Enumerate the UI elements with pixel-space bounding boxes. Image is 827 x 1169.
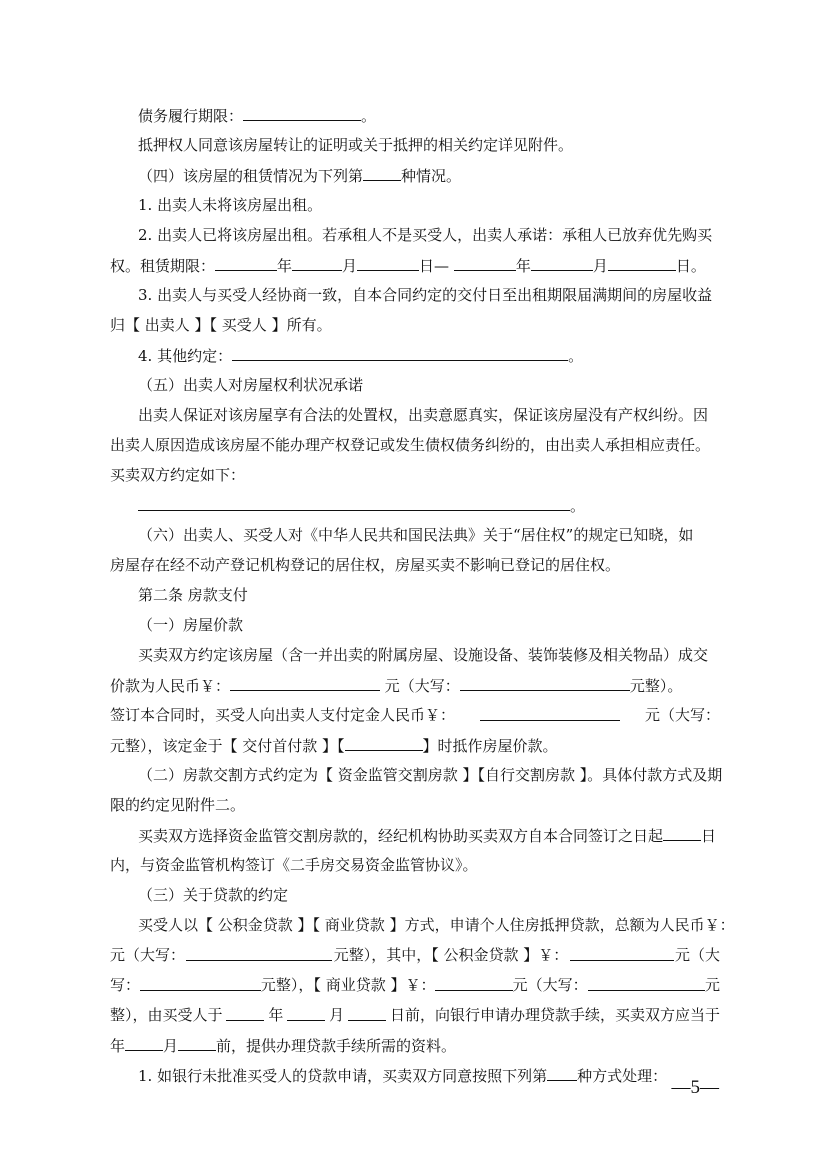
text: 日。 [675, 257, 706, 275]
deposit-line [110, 705, 720, 725]
text: 。 [568, 347, 584, 365]
blank-field [292, 255, 342, 271]
blank-field [435, 975, 512, 991]
text: 元 [704, 976, 720, 994]
loan-doc-line [110, 1035, 720, 1056]
text: 年 [268, 1006, 284, 1024]
paragraph-line: 出卖人保证对该房屋享有合法的处置权，出卖意愿真实，保证该房屋没有产权纠纷。因 [138, 406, 709, 424]
blank-field [215, 255, 277, 271]
paragraph-line: （二）房款交割方式约定为【 资金监管交割房款 】【自行交割房款 】。具体付款方式及期 [138, 766, 723, 784]
text: 权。租赁期限： [110, 257, 216, 275]
paragraph-line: 买卖双方约定如下： [110, 466, 246, 484]
text: 前，提供办理贷款手续所需的资料。 [216, 1037, 457, 1055]
loan-amount-line [110, 945, 720, 965]
text: 买卖双方选择资金监管交割房款的，经纪机构协助买卖双方自本合同签订之日起 [138, 827, 664, 845]
blank-field [531, 255, 593, 271]
deposit-line-cont [110, 735, 720, 756]
text: 年 [515, 257, 531, 275]
blank-field [125, 1035, 163, 1051]
loan-rejection-line [138, 1065, 720, 1086]
blank-field [243, 105, 361, 121]
paragraph-line: 归【 出卖人 】【 买受人 】所有。 [110, 316, 332, 334]
text: 种情况。 [401, 167, 462, 185]
blank-field [345, 735, 423, 751]
text: 月 [592, 257, 608, 275]
section-heading: （三）关于贷款的约定 [138, 886, 289, 904]
blank-field [230, 675, 380, 691]
blank-field [357, 255, 419, 271]
blank-field [348, 1005, 386, 1021]
blank-field [232, 345, 568, 361]
section-heading: （五）出卖人对房屋权利状况承诺 [138, 376, 364, 394]
text: 写： [110, 976, 141, 994]
blank-field [454, 255, 516, 271]
text: 月 [329, 1006, 345, 1024]
blank-field [588, 975, 705, 991]
paragraph-line: 出卖人原因造成该房屋不能办理产权登记或发生债权债务纠纷的，由出卖人承担相应责任。 [110, 436, 711, 454]
text: 元（大 [674, 946, 720, 964]
price-line [110, 675, 720, 696]
text: 元整）。 [629, 677, 683, 695]
text: 。 [361, 107, 377, 125]
text: （四）该房屋的租赁情况为下列第 [138, 167, 364, 185]
text: 日 [701, 827, 717, 845]
loan-date-line [110, 1005, 720, 1025]
agreement-blank-line [138, 495, 720, 516]
page-number: —5— [671, 1077, 719, 1098]
text: 元（大写： [110, 946, 186, 964]
text: 年 [110, 1037, 126, 1055]
blank-field [178, 1035, 216, 1051]
blank-field [460, 675, 630, 691]
text: 日— [419, 257, 450, 275]
text: 日前，向银行申请办理贷款手续，买卖双方应当于 [389, 1006, 720, 1024]
text: 整），由买受人于 [110, 1006, 223, 1024]
text: 月 [163, 1037, 179, 1055]
text: 元整），该定金于【 交付首付款 】【 [110, 737, 345, 755]
text: 4. 其他约定： [138, 347, 233, 365]
text: 月 [342, 257, 358, 275]
text: 】时抵作房屋价款。 [422, 737, 558, 755]
blank-field [140, 975, 261, 991]
blank-field [663, 825, 701, 841]
blank-field [186, 945, 332, 961]
blank-field [547, 1065, 577, 1081]
section-heading: （一）房屋价款 [138, 616, 244, 634]
text: 1. 如银行未批准买受人的贷款申请，买卖双方同意按照下列第 [138, 1067, 548, 1085]
blank-field [138, 495, 570, 511]
lease-term-line [110, 255, 720, 276]
blank-field [570, 945, 674, 961]
text: 签订本合同时，买受人向出卖人支付定金人民币￥： [110, 706, 456, 724]
text: 债务履行期限： [138, 107, 244, 125]
paragraph-line: 房屋存在经不动产登记机构登记的居住权，房屋买卖不影响已登记的居住权。 [110, 556, 621, 574]
text: 元（大写： [644, 706, 720, 724]
blank-field [363, 165, 401, 181]
paragraph-line: 1. 出卖人未将该房屋出租。 [138, 196, 323, 214]
paragraph-line: 买受人以【 公积金贷款 】【 商业贷款 】方式，申请个人住房抵押贷款，总额为人民币￥： [138, 916, 735, 934]
blank-field [608, 255, 676, 271]
paragraph-line: （六）出卖人、买受人对《中华人民共和国民法典》关于“居住权”的规定已知晓，如 [138, 526, 694, 544]
article-heading: 第二条 房款支付 [138, 586, 248, 604]
blank-field [287, 1005, 325, 1021]
text: 价款为人民币￥： [110, 677, 231, 695]
text: 年 [277, 257, 293, 275]
paragraph-line: 内，与资金监管机构签订《二手房交易资金监管协议》。 [110, 856, 478, 874]
escrow-line [138, 825, 720, 846]
paragraph-line: 2. 出卖人已将该房屋出租。若承租人不是买受人，出卖人承诺：承租人已放弃优先购买 [138, 226, 713, 244]
text: 种方式处理： [577, 1067, 668, 1085]
text: 元（大写： [512, 976, 588, 994]
text: 。 [570, 497, 586, 515]
other-agreement-line [138, 345, 720, 366]
loan-amount-line-cont [110, 975, 720, 995]
paragraph-line: 限的约定见附件二。 [110, 796, 246, 814]
blank-field [480, 705, 620, 721]
lease-heading-line [138, 165, 720, 186]
text: 元整），【 商业贷款 】￥： [260, 976, 436, 994]
paragraph-line: 抵押权人同意该房屋转让的证明或关于抵押的相关约定详见附件。 [138, 136, 574, 154]
text: 元（大写： [384, 677, 460, 695]
paragraph-line: 3. 出卖人与买受人经协商一致，自本合同约定的交付日至出租期限届满期间的房屋收益 [138, 286, 713, 304]
text: 元整），其中，【 公积金贷款 】￥： [333, 946, 569, 964]
debt-term-line [138, 105, 720, 126]
paragraph-line: 买卖双方约定该房屋（含一并出卖的附属房屋、设施设备、装饰装修及相关物品）成交 [138, 646, 709, 664]
blank-field [226, 1005, 264, 1021]
